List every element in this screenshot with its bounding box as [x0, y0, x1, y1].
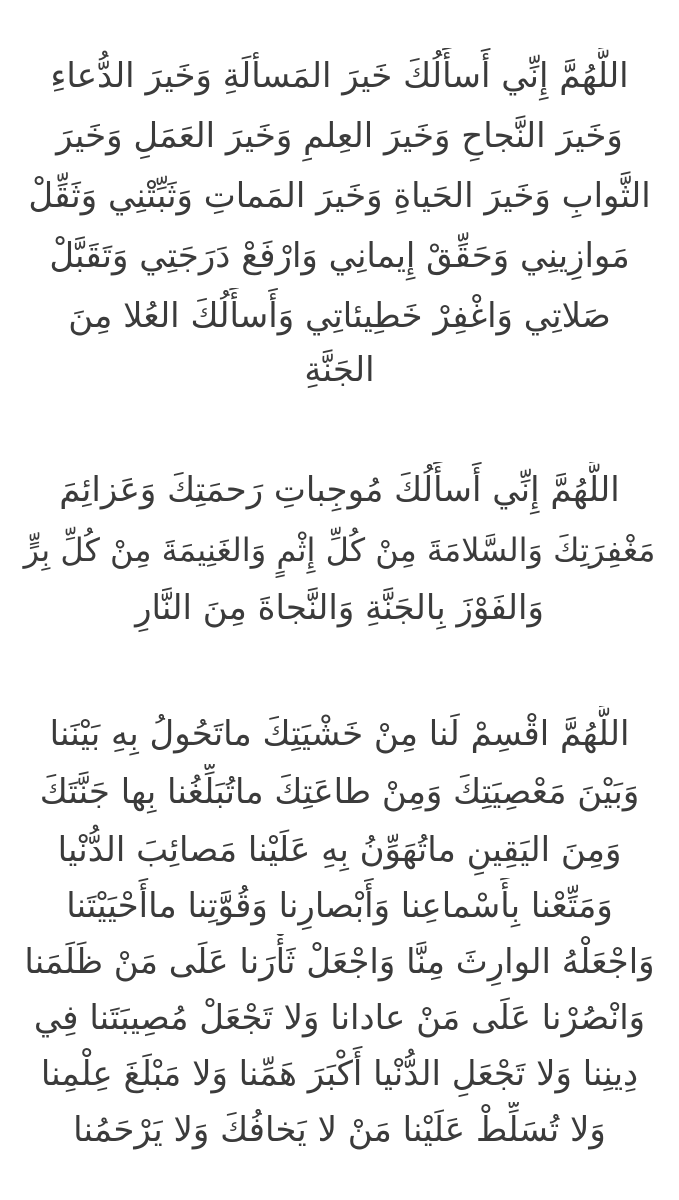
text-line: وَاجْعَلْهُ الوارِثَ مِنَّا وَاجْعَلْ ثَأْرَنا عَلَى مَنْ ظَلَمَنا	[24, 942, 655, 982]
text-line: صَلاتِي وَاغْفِرْ خَطِيئاتِي وَأَسأَلُكَ العُلا مِنَ	[68, 296, 611, 336]
text-line: وَبَيْنَ مَعْصِيَتِكَ وَمِنْ طاعَتِكَ ماتُبَلِّغُنا بِها جَنَّتَكَ	[39, 772, 640, 812]
text-line: دِينِنا وَلا تَجْعَلِ الدُّنْيا أَكْبَرَ هَمِّنا وَلا مَبْلَغَ عِلْمِنا	[40, 1054, 639, 1094]
text-line: وَالفَوْزَ بِالجَنَّةِ وَالنَّجاةَ مِنَ النَّارِ	[135, 588, 544, 628]
text-line: اللَّهُمَّ إِنِّي أَسأَلُكَ خَيرَ المَسألَةِ وَخَيرَ الدُّعاءِ	[50, 56, 629, 96]
text-line: وَخَيرَ النَّجاحِ وَخَيرَ العِلمِ وَخَيرَ العَمَلِ وَخَيرَ	[56, 116, 623, 156]
text-line: اللَّهُمَّ إِنِّي أَسأَلُكَ مُوجِباتِ رَحمَتِكَ وَعَزائِمَ	[59, 470, 620, 510]
text-line: وَانْصُرْنا عَلَى مَنْ عادانا وَلا تَجْعَلْ مُصِيبَتَنا فِي	[33, 998, 646, 1038]
text-line: الثَّوابِ وَخَيرَ الحَياةِ وَخَيرَ المَماتِ وَثَبِّتْنِي وَثَقِّلْ	[28, 176, 651, 216]
text-line: اللَّهُمَّ اقْسِمْ لَنا مِنْ خَشْيَتِكَ ماتَحُولُ بِهِ بَيْنَنا	[49, 714, 630, 754]
text-line: مَغْفِرَتِكَ وَالسَّلامَةَ مِنْ كُلِّ إِثْمٍ وَالغَنِيمَةَ مِنْ كُلِّ بِرٍّ	[23, 531, 656, 569]
text-line: وَلا تُسَلِّطْ عَلَيْنا مَنْ لا يَخافُكَ وَلا يَرْحَمُنا	[73, 1110, 606, 1150]
text-line: وَمِنَ اليَقِينِ ماتُهَوِّنُ بِهِ عَلَيْنا مَصائِبَ الدُّنْيا	[57, 830, 622, 870]
text-line: مَوازِينِي وَحَقِّقْ إِيمانِي وَارْفَعْ دَرَجَتِي وَتَقَبَّلْ	[49, 236, 630, 276]
text-line: وَمَتِّعْنا بِأَسْماعِنا وَأَبْصارِنا وَقُوَّتِنا ماأَحْيَيْتَنا	[66, 886, 613, 926]
text-line: الجَنَّةِ	[304, 350, 375, 390]
